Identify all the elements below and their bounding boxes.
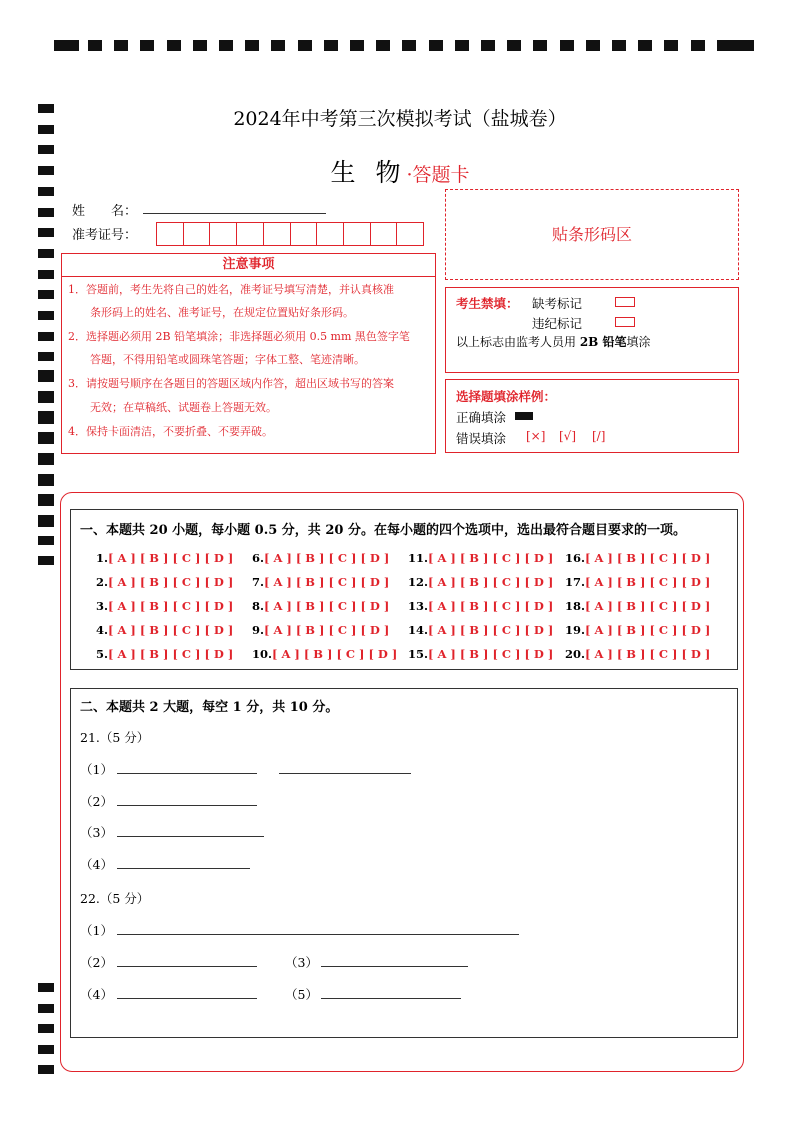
barcode-area — [445, 189, 739, 280]
timing-mark — [38, 352, 54, 361]
q22-sub3-label: （3） — [285, 955, 318, 970]
q21-sub1-blank-b[interactable] — [279, 773, 411, 774]
sample-box — [445, 379, 739, 453]
section1-title: 一、本题共 20 小题，每小题 0.5 分，共 20 分。在每小题的四个选项中，选出最符合题目要求的一项。 — [80, 523, 686, 538]
exam-no-cell[interactable] — [317, 223, 344, 245]
choice-options[interactable]: [ A ] [ B ] [ C ] [ D ] — [264, 551, 390, 565]
choice-number: 14. — [408, 623, 429, 637]
choice-question[interactable] — [408, 623, 553, 637]
q21-label: 21.（5 分） — [80, 730, 150, 745]
choice-number: 5. — [96, 647, 109, 661]
choice-question[interactable] — [408, 551, 553, 565]
timing-mark — [38, 411, 54, 420]
q22-sub1-blank[interactable] — [117, 934, 519, 935]
forbidden-note-suffix: 填涂 — [626, 335, 651, 349]
q22-sub4-label: （4） — [80, 987, 113, 1002]
name-label: 姓 名： — [72, 204, 138, 219]
choice-options[interactable]: [ A ] [ B ] [ C ] [ D ] — [585, 623, 711, 637]
timing-mark — [612, 40, 626, 51]
section2-title: 二、本题共 2 大题，每空 1 分，共 10 分。 — [80, 700, 339, 715]
choice-question[interactable] — [96, 623, 233, 637]
absent-mark-box[interactable] — [615, 297, 635, 307]
exam-no-cell[interactable] — [157, 223, 184, 245]
choice-question[interactable] — [96, 551, 233, 565]
correct-fill-sample — [515, 412, 533, 420]
choice-number: 1. — [96, 551, 109, 565]
exam-no-cell[interactable] — [210, 223, 237, 245]
timing-mark — [638, 40, 652, 51]
wrong-mark-check: [√] — [559, 429, 577, 443]
choice-number: 6. — [252, 551, 265, 565]
timing-mark — [38, 270, 54, 279]
timing-mark — [664, 40, 678, 51]
choice-options[interactable]: [ A ] [ B ] [ C ] [ D ] — [585, 599, 711, 613]
choice-question[interactable] — [252, 623, 389, 637]
notice-item: 条形码上的姓名、准考证号，在规定位置贴好条形码。 — [68, 306, 354, 319]
q22-sub4-blank[interactable] — [117, 998, 257, 999]
choice-number: 2. — [96, 575, 109, 589]
violation-label: 违纪标记 — [532, 316, 583, 331]
choice-options[interactable]: [ A ] [ B ] [ C ] [ D ] — [272, 647, 398, 661]
q21-sub4-label: （4） — [80, 857, 113, 872]
choice-question[interactable] — [408, 599, 553, 613]
timing-mark — [114, 40, 128, 51]
q21-sub1-blank-a[interactable] — [117, 773, 257, 774]
timing-mark — [38, 536, 54, 545]
absent-label: 缺考标记 — [532, 296, 583, 311]
timing-mark — [38, 1045, 54, 1054]
timing-mark — [219, 40, 233, 51]
notice-item: 3．请按题号顺序在各题目的答题区域内作答，超出区域书写的答案 — [68, 377, 394, 390]
section2-box — [70, 688, 738, 1038]
choice-number: 10. — [252, 647, 273, 661]
timing-mark — [38, 453, 54, 462]
timing-mark — [481, 40, 495, 51]
choice-options[interactable]: [ A ] [ B ] [ C ] [ D ] — [428, 551, 554, 565]
choice-options[interactable]: [ A ] [ B ] [ C ] [ D ] — [428, 575, 554, 589]
exam-no-cell[interactable] — [291, 223, 318, 245]
name-field[interactable] — [143, 213, 326, 214]
q21-sub3-label: （3） — [80, 825, 113, 840]
timing-mark — [38, 474, 54, 483]
choice-number: 3. — [96, 599, 109, 613]
exam-no-cell[interactable] — [184, 223, 211, 245]
timing-mark — [38, 249, 54, 258]
timing-mark — [38, 1004, 54, 1013]
timing-mark — [38, 1065, 54, 1074]
choice-number: 15. — [408, 647, 429, 661]
q22-sub3-blank[interactable] — [321, 966, 468, 967]
timing-mark — [38, 391, 54, 400]
timing-mark — [38, 332, 54, 341]
q22-label: 22.（5 分） — [80, 891, 150, 906]
timing-mark — [376, 40, 390, 51]
correct-label: 正确填涂 — [456, 410, 507, 425]
timing-mark — [38, 432, 54, 441]
choice-question[interactable] — [252, 551, 389, 565]
sample-title: 选择题填涂样例： — [456, 389, 557, 404]
timing-mark — [691, 40, 705, 51]
choice-question[interactable] — [408, 647, 553, 661]
choice-options[interactable]: [ A ] [ B ] [ C ] [ D ] — [264, 623, 390, 637]
choice-number: 8. — [252, 599, 265, 613]
subject-name: 生 物 — [330, 158, 407, 187]
choice-question[interactable] — [565, 647, 710, 661]
choice-options[interactable]: [ A ] [ B ] [ C ] [ D ] — [108, 647, 234, 661]
choice-options[interactable]: [ A ] [ B ] [ C ] [ D ] — [264, 599, 390, 613]
choice-number: 19. — [565, 623, 586, 637]
timing-mark — [38, 1024, 54, 1033]
timing-mark — [167, 40, 181, 51]
choice-question[interactable] — [565, 623, 710, 637]
timing-mark — [429, 40, 443, 51]
timing-mark — [54, 40, 79, 51]
forbidden-note-bold: 2B 铅笔 — [579, 335, 627, 349]
q21-sub3-blank[interactable] — [117, 836, 264, 837]
subject-title — [0, 153, 800, 189]
timing-mark — [140, 40, 154, 51]
choice-question[interactable] — [96, 647, 233, 661]
notice-title: 注意事项 — [222, 257, 275, 272]
exam-no-grid[interactable] — [156, 222, 424, 246]
timing-mark — [38, 515, 54, 524]
timing-mark — [586, 40, 600, 51]
choice-number: 7. — [252, 575, 265, 589]
notice-item: 答题，不得用铅笔或圆珠笔答题；字体工整、笔迹清晰。 — [68, 353, 365, 366]
exam-no-cell[interactable] — [264, 223, 291, 245]
choice-question[interactable] — [565, 551, 710, 565]
choice-number: 9. — [252, 623, 265, 637]
notice-item: 无效；在草稿纸、试题卷上答题无效。 — [68, 401, 277, 414]
q22-sub1-label: （1） — [80, 923, 113, 938]
timing-mark — [350, 40, 364, 51]
wrong-mark-cross: [×] — [526, 429, 546, 443]
timing-mark — [88, 40, 102, 51]
choice-question[interactable] — [408, 575, 553, 589]
timing-mark — [38, 556, 54, 565]
choice-question[interactable] — [96, 575, 233, 589]
choice-question[interactable] — [565, 575, 710, 589]
violation-mark-box[interactable] — [615, 317, 635, 327]
choice-number: 13. — [408, 599, 429, 613]
exam-no-cell[interactable] — [371, 223, 398, 245]
timing-mark — [533, 40, 547, 51]
forbidden-note — [456, 333, 651, 350]
timing-mark — [38, 494, 54, 503]
page-title: 2024年中考第三次模拟考试（盐城卷） — [233, 108, 567, 130]
forbidden-box — [445, 287, 739, 373]
choice-options[interactable]: [ A ] [ B ] [ C ] [ D ] — [108, 623, 234, 637]
choice-question[interactable] — [252, 575, 389, 589]
q21-sub1-label: （1） — [80, 762, 113, 777]
choice-question[interactable] — [252, 599, 389, 613]
wrong-label: 错误填涂 — [456, 431, 507, 446]
forbidden-note-prefix: 以上标志由监考人员用 — [456, 335, 580, 349]
exam-no-cell[interactable] — [344, 223, 371, 245]
q22-sub2-blank[interactable] — [117, 966, 257, 967]
timing-mark — [560, 40, 574, 51]
choice-question[interactable] — [96, 599, 233, 613]
timing-mark — [38, 370, 54, 379]
choice-number: 20. — [565, 647, 586, 661]
timing-mark — [324, 40, 338, 51]
q22-sub2-label: （2） — [80, 955, 113, 970]
choice-options[interactable]: [ A ] [ B ] [ C ] [ D ] — [585, 647, 711, 661]
exam-no-label: 准考证号： — [72, 228, 138, 243]
barcode-label: 贴条形码区 — [551, 225, 632, 244]
choice-options[interactable]: [ A ] [ B ] [ C ] [ D ] — [428, 623, 554, 637]
q21-sub2-label: （2） — [80, 794, 113, 809]
timing-mark — [402, 40, 416, 51]
choice-number: 16. — [565, 551, 586, 565]
timing-mark — [38, 311, 54, 320]
choice-options[interactable]: [ A ] [ B ] [ C ] [ D ] — [585, 551, 711, 565]
choice-options[interactable]: [ A ] [ B ] [ C ] [ D ] — [428, 599, 554, 613]
exam-no-cell[interactable] — [237, 223, 264, 245]
choice-number: 17. — [565, 575, 586, 589]
timing-mark — [38, 983, 54, 992]
choice-options[interactable]: [ A ] [ B ] [ C ] [ D ] — [585, 575, 711, 589]
timing-mark — [38, 208, 54, 217]
q21-sub4-blank[interactable] — [117, 868, 250, 869]
subject-suffix: ·答题卡 — [406, 164, 470, 186]
timing-mark — [455, 40, 469, 51]
notice-title-bar — [61, 253, 436, 277]
wrong-mark-slash: [/] — [592, 429, 606, 443]
q22-sub5-label: （5） — [285, 987, 318, 1002]
choice-options[interactable]: [ A ] [ B ] [ C ] [ D ] — [108, 551, 234, 565]
timing-mark — [245, 40, 259, 51]
notice-item: 4．保持卡面清洁，不要折叠、不要弄破。 — [68, 425, 273, 438]
notice-item: 1．答题前，考生先将自己的姓名，准考证号填写清楚，并认真核准 — [68, 283, 394, 296]
choice-question[interactable] — [252, 647, 397, 661]
timing-mark — [38, 228, 54, 237]
notice-item: 2．选择题必须用 2B 铅笔填涂；非选择题必须用 0.5 mm 黑色签字笔 — [68, 330, 410, 343]
timing-mark — [38, 290, 54, 299]
timing-mark — [271, 40, 285, 51]
q22-sub5-blank[interactable] — [321, 998, 461, 999]
choice-number: 18. — [565, 599, 586, 613]
choice-options[interactable]: [ A ] [ B ] [ C ] [ D ] — [428, 647, 554, 661]
timing-mark — [729, 40, 754, 51]
timing-mark — [507, 40, 521, 51]
choice-question[interactable] — [565, 599, 710, 613]
choice-options[interactable]: [ A ] [ B ] [ C ] [ D ] — [264, 575, 390, 589]
choice-number: 4. — [96, 623, 109, 637]
choice-number: 11. — [408, 551, 429, 565]
timing-mark — [193, 40, 207, 51]
choice-options[interactable]: [ A ] [ B ] [ C ] [ D ] — [108, 575, 234, 589]
exam-no-cell[interactable] — [397, 223, 423, 245]
choice-number: 12. — [408, 575, 429, 589]
q21-sub2-blank[interactable] — [117, 805, 257, 806]
timing-mark — [298, 40, 312, 51]
forbidden-title: 考生禁填： — [456, 296, 519, 311]
choice-options[interactable]: [ A ] [ B ] [ C ] [ D ] — [108, 599, 234, 613]
